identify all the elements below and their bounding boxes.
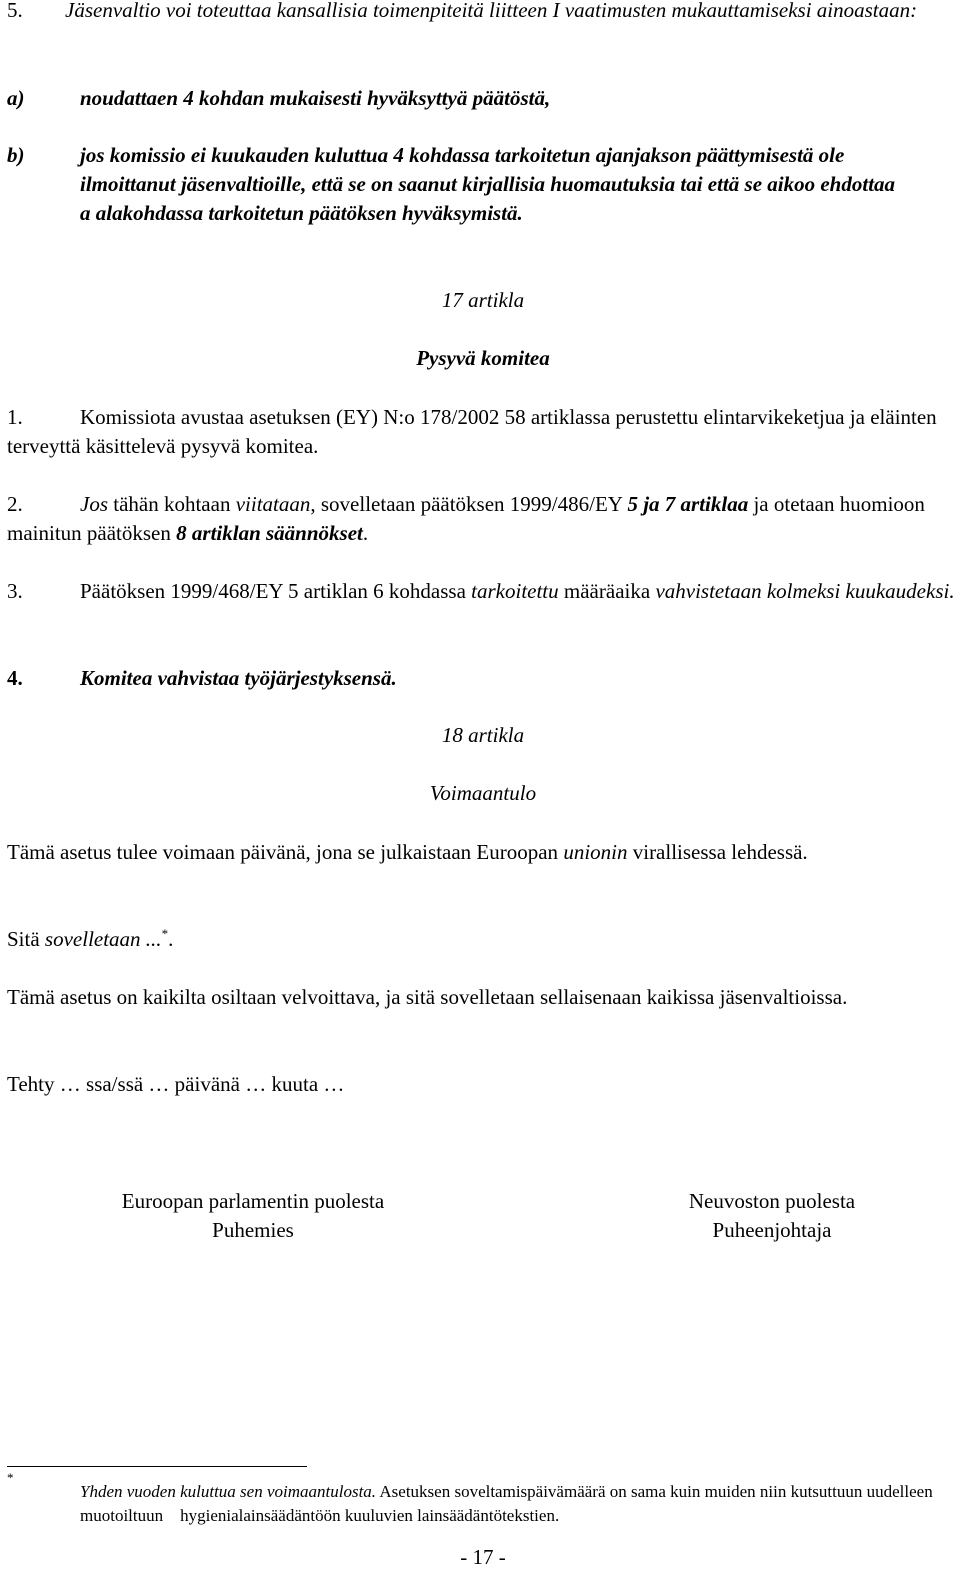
article-18-paragraph-3: Tämä asetus on kaikilta osiltaan velvoittava, ja sitä sovelletaan sellaisenaan kaikissa jäsenvaltioissa. (7, 985, 848, 1009)
article-17-title: Pysyvä komitea (416, 346, 550, 370)
article-17-paragraph-2: 2. Jos tähän kohtaan viitataan, sovelletaan päätöksen 1999/486/EY 5 ja 7 artiklaa ja otetaan huomioon mainitun päätöksen 8 artiklan säännökset. (7, 492, 925, 545)
article-18-paragraph-1: Tämä asetus tulee voimaan päivänä, jona se julkaistaan Euroopan unionin virallisessa lehdessä. (7, 840, 808, 864)
footnote-reference: * (161, 926, 169, 941)
article-18-number: 18 artikla (441, 723, 525, 747)
item-label: a) (7, 86, 25, 110)
signature-parliament (73, 1187, 433, 1245)
paragraph-number: 4. (7, 666, 23, 690)
paragraph-number: 2. (7, 492, 23, 516)
paragraph-number: 5. (7, 0, 23, 22)
article-18-paragraph-2: Sitä sovelletaan ...*. (7, 926, 174, 951)
signature-council (612, 1187, 932, 1245)
paragraph-text: Komitea vahvistaa työjärjestyksensä. (80, 666, 397, 690)
paragraph-number: 1. (7, 405, 23, 429)
item-b-label: b) (7, 143, 25, 167)
footnote-mark: * (7, 1470, 14, 1485)
signature-parliament-line2: Puhemies (212, 1218, 294, 1242)
article-17-paragraph-1 (7, 403, 957, 461)
signature-parliament-line1: Euroopan parlamentin puolesta (121, 1189, 385, 1213)
article-18-title: Voimaantulo (429, 781, 537, 805)
item-b-text: jos komissio ei kuukauden kuluttua 4 kohdassa tarkoitetun ajanjakson päättymisestä ole ilmoittanut jäsenvaltioille, että se on saanut kirjallisia huomautuksia tai että se aikoo ehdottaa a alakohdassa tarkoitetun päätöksen hyväksymistä. (80, 143, 896, 225)
article-17-number: 17 artikla (441, 288, 525, 312)
signature-council-line2: Puheenjohtaja (712, 1218, 832, 1242)
paragraph-number: 3. (7, 579, 23, 603)
paragraph-text: Komissiota avustaa asetuksen (EY) N:o 178/2002 58 artiklassa perustettu elintarvikeketjua ja eläinten terveyttä käsittelevä pysyvä komitea. (7, 405, 937, 458)
footnote-rule (7, 1466, 307, 1467)
page-number: - 17 - (460, 1545, 506, 1569)
footnote-text: Yhden vuoden kuluttua sen voimaantulosta. Asetuksen soveltamispäivämäärä on sama kuin muiden niin kutsuttuun uudelleen muotoiltuun hygienialainsäädäntöön kuuluvien lainsäädäntötekstien. (80, 1482, 937, 1525)
done-at-line: Tehty … ssa/ssä … päivänä … kuuta … (7, 1072, 345, 1096)
paragraph-text: Jäsenvaltio voi toteuttaa kansallisia toimenpiteitä liitteen I vaatimusten mukauttamiseksi ainoastaan: (65, 0, 918, 22)
article-17-paragraph-4 (7, 664, 957, 693)
article-17-paragraph-3: 3. Päätöksen 1999/468/EY 5 artiklan 6 kohdassa tarkoitettu määräaika vahvistetaan kolmeksi kuukaudeksi. (7, 577, 957, 606)
item-text: noudattaen 4 kohdan mukaisesti hyväksyttyä päätöstä, (80, 86, 551, 110)
signature-council-line1: Neuvoston puolesta (688, 1189, 856, 1213)
paragraph-5 (7, 0, 957, 25)
item-a (7, 84, 957, 113)
